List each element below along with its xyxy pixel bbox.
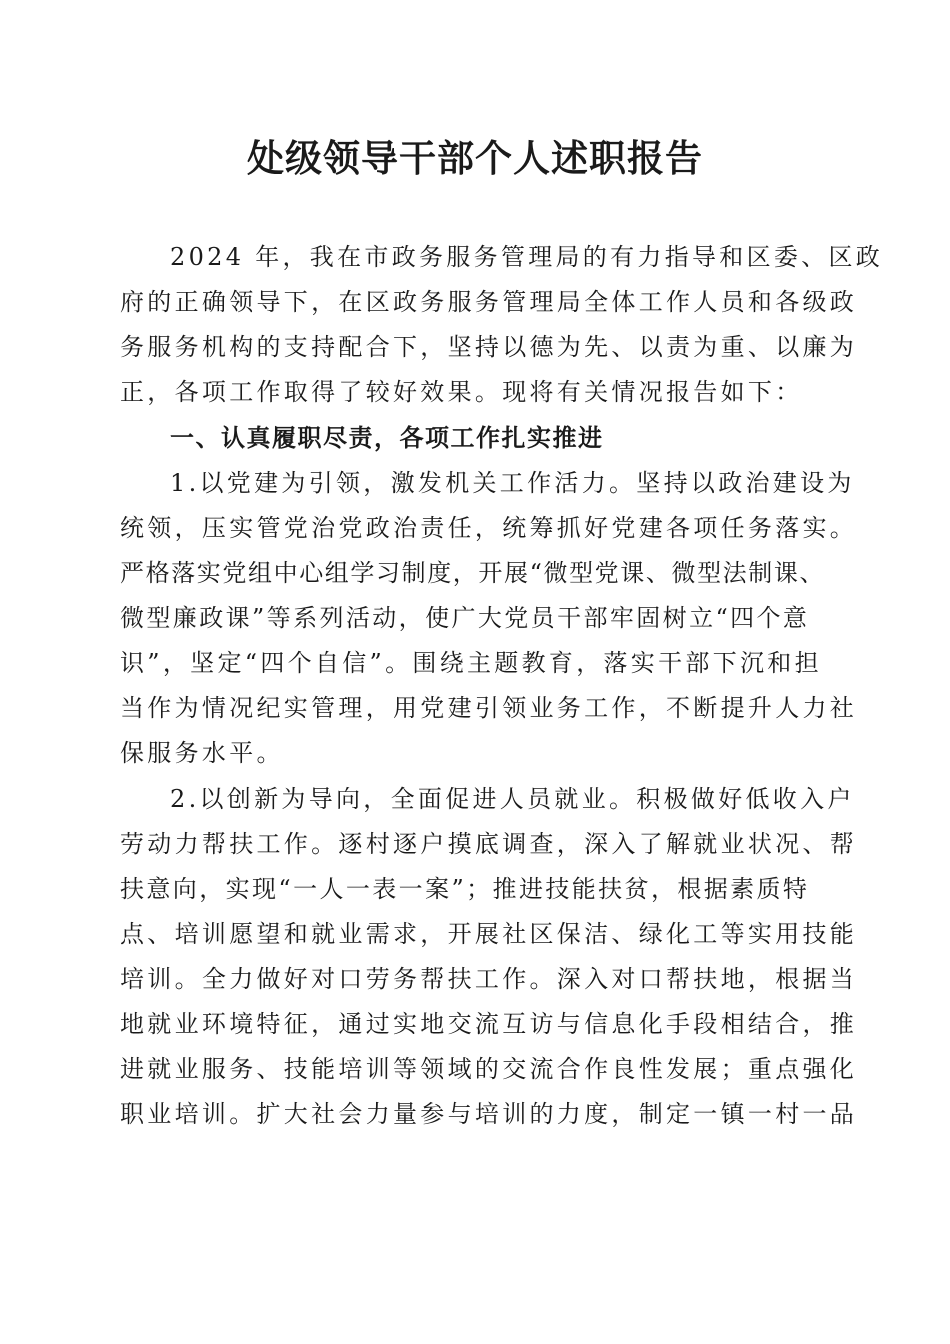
paragraph-line: 严格落实党组中心组学习制度，开展“微型党课、微型法制课、 [120,559,826,587]
paragraph-line: 2024 年，我在市政务服务管理局的有力指导和区委、区政 [170,243,884,271]
paragraph-line: 职业培训。扩大社会力量参与培训的力度，制定一镇一村一品 [120,1100,858,1128]
paragraph-line: 正，各项工作取得了较好效果。现将有关情况报告如下： [120,378,803,406]
paragraph-line: 当作为情况纪实管理，用党建引领业务工作，不断提升人力社 [120,694,858,722]
paragraph-line: 点、培训愿望和就业需求，开展社区保洁、绿化工等实用技能 [120,920,858,948]
paragraph-line: 府的正确领导下，在区政务服务管理局全体工作人员和各级政 [120,288,858,316]
paragraph-line: 务服务机构的支持配合下，坚持以德为先、以责为重、以廉为 [120,333,858,361]
paragraph-line: 扶意向，实现“一人一表一案”；推进技能扶贫，根据素质特 [120,875,810,903]
paragraph-line: 识”，坚定“四个自信”。围绕主题教育，落实干部下沉和担 [120,649,822,677]
paragraph-line: 微型廉政课”等系列活动，使广大党员干部牢固树立“四个意 [120,604,810,632]
paragraph-line: 进就业服务、技能培训等领域的交流合作良性发展；重点强化 [120,1055,858,1083]
paragraph-line: 地就业环境特征，通过实地交流互访与信息化手段相结合，推 [120,1010,858,1038]
section-heading: 一、认真履职尽责，各项工作扎实推进 [170,424,604,452]
paragraph-line: 劳动力帮扶工作。逐村逐户摸底调查，深入了解就业状况、帮 [120,830,858,858]
paragraph-line: 培训。全力做好对口劳务帮扶工作。深入对口帮扶地，根据当 [120,965,858,993]
paragraph-line: 2.以创新为导向，全面促进人员就业。积极做好低收入户 [170,785,855,813]
paragraph-line: 保服务水平。 [120,739,284,767]
paragraph-line: 1.以党建为引领，激发机关工作活力。坚持以政治建设为 [170,469,855,497]
document-title: 处级领导干部个人述职报告 [247,136,703,180]
paragraph-line: 统领，压实管党治党政治责任，统筹抓好党建各项任务落实。 [120,514,858,542]
